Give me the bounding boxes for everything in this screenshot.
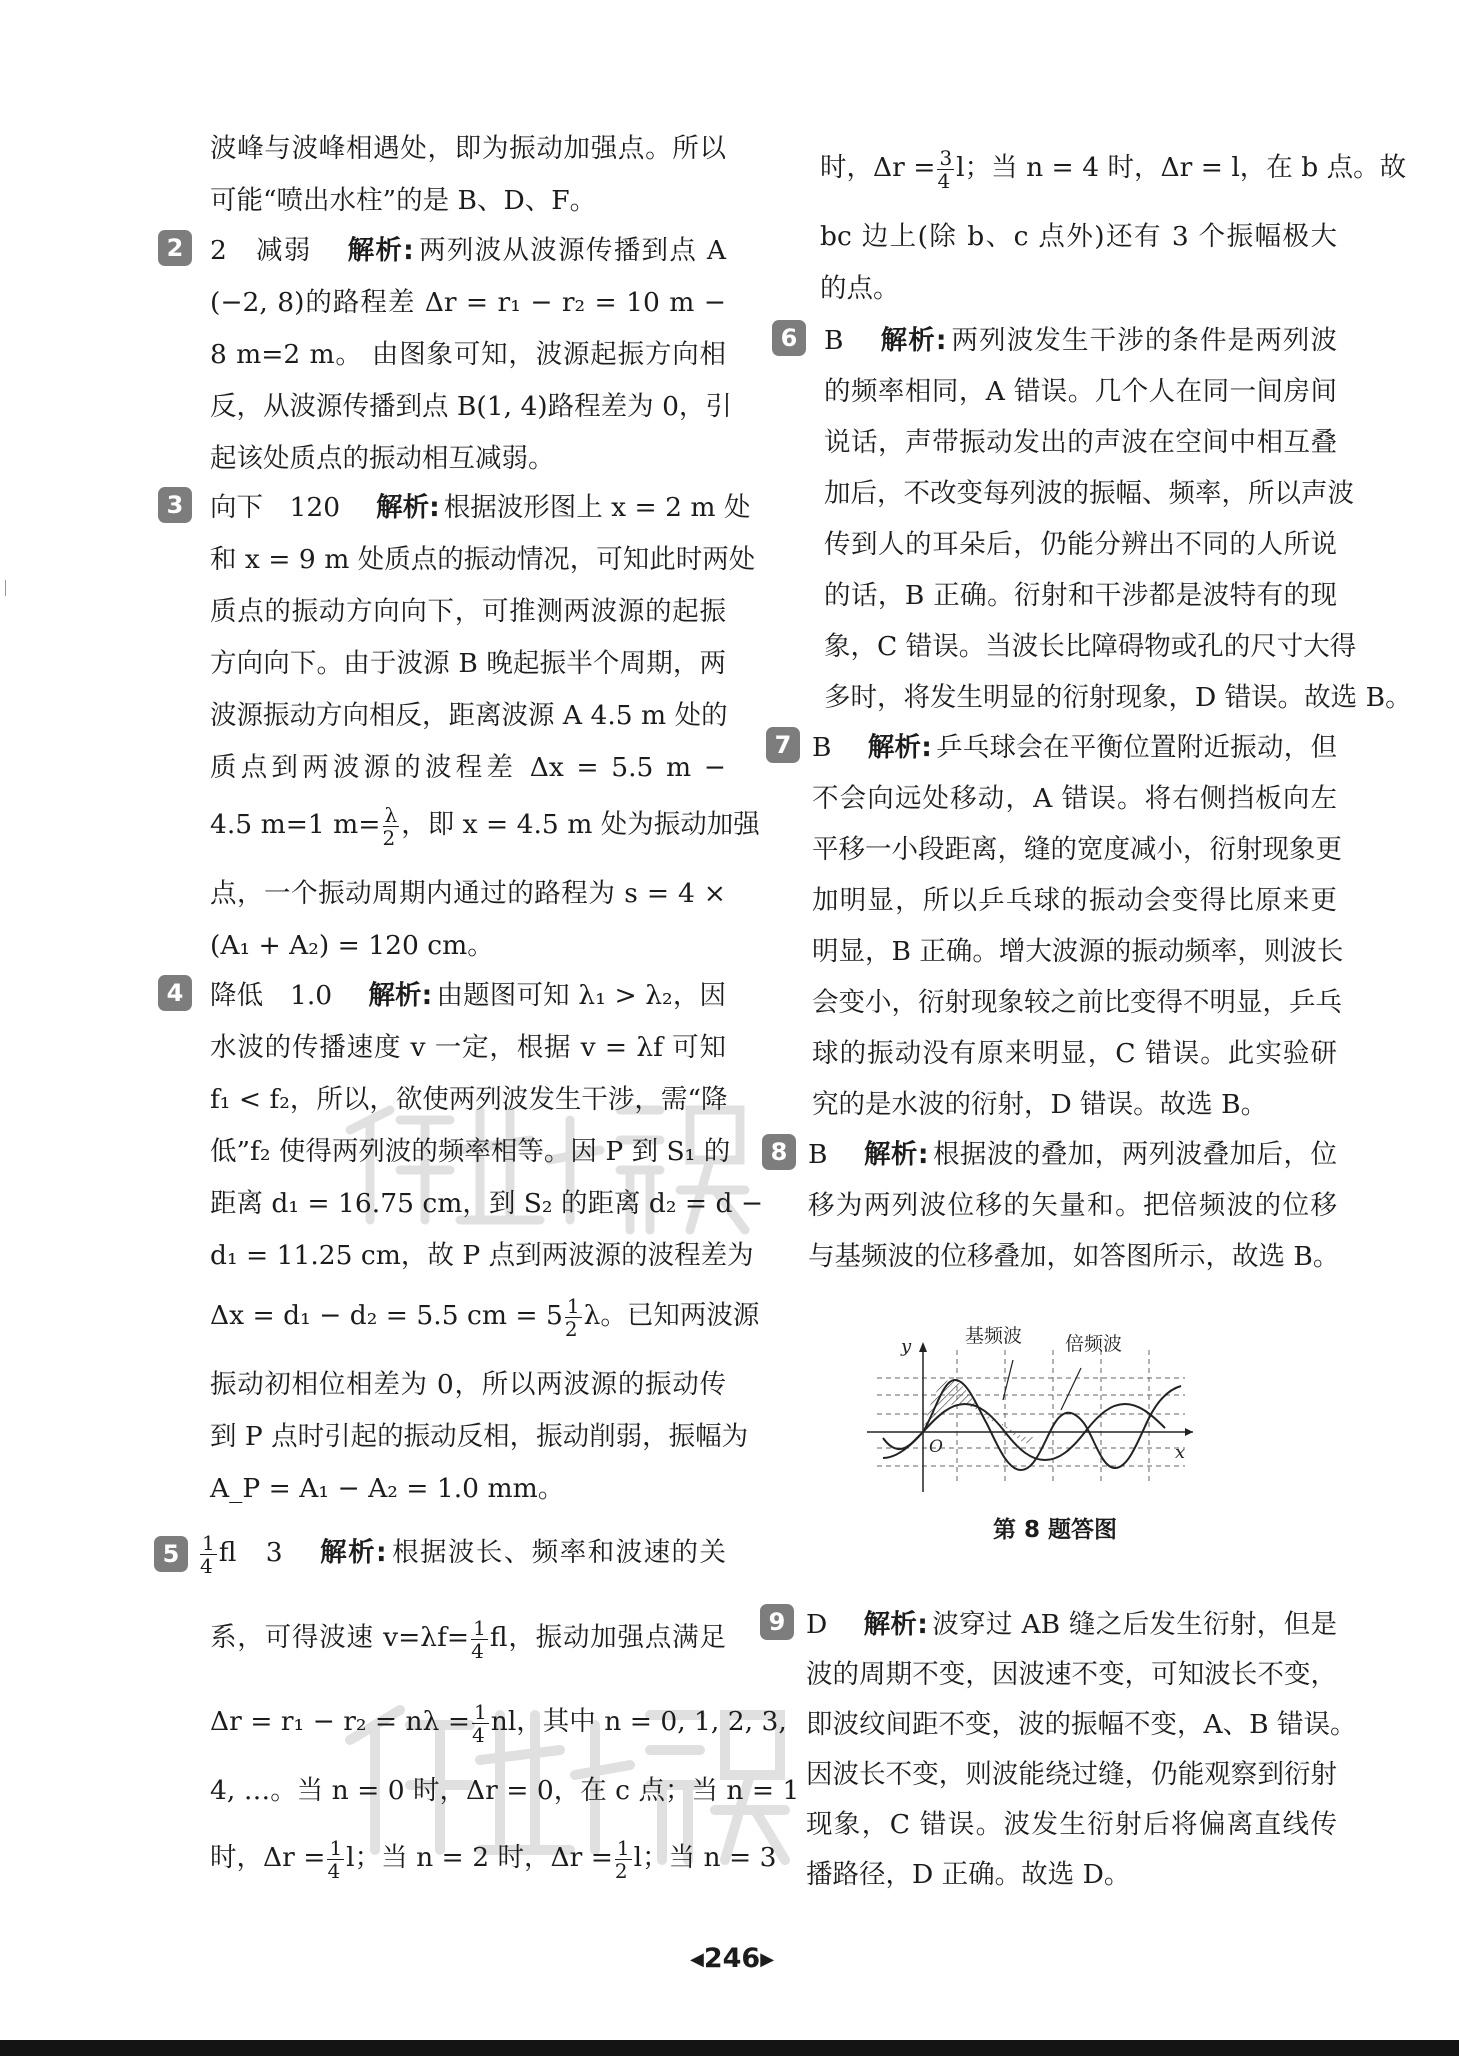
q4-text-7a: Δx = d₁ − d₂ = 5.5 cm = 5 (210, 1300, 563, 1331)
label-pointer-double (1061, 1368, 1081, 1410)
intro-line-2: 可能“喷出水柱”的是 B、D、F。 (210, 185, 597, 216)
q2-line-1 (210, 226, 726, 276)
question-number-5: 5 (154, 1536, 188, 1572)
q5-analysis-label: 解析: (318, 1537, 387, 1568)
q5-fraction-5b-den: 2 (614, 1858, 628, 1883)
q3-line-7 (210, 790, 760, 860)
q7-line-1 (812, 723, 1337, 773)
q5-fraction-3-num: 1 (474, 1699, 487, 1724)
q4-line-7 (210, 1281, 760, 1351)
x-axis-arrow (1185, 1428, 1193, 1436)
q7-line-2: 不会向远处移动，A 错误。将右侧挡板向左 (812, 783, 1337, 814)
q5-cont-fraction-den: 4 (937, 168, 951, 193)
q2-line-2: (−2, 8)的路程差 Δr = r₁ − r₂ = 10 m − (210, 287, 726, 318)
q4-line-1 (210, 971, 726, 1021)
q2-answer: 2 减弱 (210, 235, 312, 266)
q4-line-4: 低”f₂ 使得两列波的频率相等。因 P 到 S₁ 的 (210, 1136, 731, 1167)
q5-fraction-2-den: 4 (471, 1638, 484, 1663)
figure-caption: 第 8 题答图 (992, 1517, 1118, 1543)
q3-line-1 (210, 483, 751, 533)
q9-line-5: 现象，C 错误。波发生衍射后将偏离直线传 (806, 1809, 1337, 1840)
q5-line-3 (210, 1687, 787, 1757)
q3-fraction-num: λ (384, 802, 398, 827)
q5-fraction-5a-den: 4 (327, 1858, 341, 1883)
q5-line-4: 4, …。当 n = 0 时，Δr = 0，在 c 点；当 n = 1 (210, 1775, 800, 1806)
q5-answer-fraction (200, 1532, 217, 1577)
q5-fraction-5b (615, 1837, 632, 1882)
q6-line-3: 说话，声带振动发出的声波在空间中相互叠 (824, 427, 1337, 458)
q2-line-5: 起该处质点的振动相互减弱。 (210, 443, 555, 474)
q4-line-3: f₁ < f₂，所以，欲使两列波发生干涉，需“降 (210, 1084, 728, 1115)
q5-line-2 (210, 1603, 726, 1673)
q4-line-8: 振动初相位相差为 0，所以两波源的振动传 (210, 1369, 726, 1400)
double-wave-label: 倍频波 (1065, 1333, 1123, 1355)
q5-cont-line-3: 的点。 (820, 273, 900, 304)
q6-line-6: 的话，B 正确。衍射和干涉都是波特有的现 (824, 580, 1337, 611)
q5-answer: fl 3 (218, 1537, 283, 1568)
q4-line-10: A_P = A₁ − A₂ = 1.0 mm。 (210, 1473, 565, 1504)
q4-line-2: 水波的传播速度 v 一定，根据 v = λf 可知 (210, 1032, 726, 1063)
q5-text-5c: l；当 n = 3 (633, 1842, 777, 1873)
q3-line-2: 和 x = 9 m 处质点的振动情况，可知此时两处 (210, 544, 756, 575)
q9-line-4: 因波长不变，则波能绕过缝，仍能观察到衍射 (806, 1759, 1337, 1790)
q8-line-3: 与基频波的位移叠加，如答图所示，故选 B。 (808, 1241, 1340, 1272)
q7-answer: B (812, 732, 832, 763)
q5-answer-fraction-den: 4 (200, 1553, 213, 1578)
question-number-8: 8 (762, 1134, 796, 1170)
q7-line-6: 会变小，衍射现象较之前比变得不明显，乒乓 (812, 987, 1342, 1018)
q3-fraction (383, 804, 400, 849)
q5-fraction-5a (327, 1837, 344, 1882)
q3-line-9: (A₁ + A₂) = 120 cm。 (210, 930, 494, 961)
q9-line-6: 播路径，D 正确。故选 D。 (806, 1859, 1131, 1890)
q9-line-1 (806, 1600, 1337, 1650)
q9-line-2: 波的周期不变，因波速不变，可知波长不变， (806, 1659, 1337, 1690)
q7-line-4: 加明显，所以乒乓球的振动会变得比原来更 (812, 885, 1337, 916)
question-number-7: 7 (766, 727, 800, 763)
q5-cont-text-1b: l；当 n = 4 时，Δr = l，在 b 点。故 (956, 152, 1407, 183)
q6-line-1 (824, 316, 1337, 366)
q7-line-8: 究的是水波的衍射，D 错误。故选 B。 (812, 1089, 1268, 1120)
y-axis-arrow (919, 1342, 927, 1352)
q5-fraction-2-num: 1 (473, 1615, 486, 1640)
q9-line-3: 即波纹间距不变，波的振幅不变，A、B 错误。 (806, 1709, 1357, 1740)
q5-cont-line-2: bc 边上(除 b、c 点外)还有 3 个振幅极大 (820, 221, 1337, 252)
q4-fraction (565, 1295, 582, 1340)
q5-text-5b: l；当 n = 2 时，Δr = (346, 1842, 613, 1873)
origin-label: O (929, 1437, 943, 1457)
q8-answer: B (808, 1139, 828, 1170)
q3-line-4: 方向向下。由于波源 B 晚起振半个周期，两 (210, 648, 726, 679)
q5-fraction-3 (472, 1701, 489, 1746)
q5-fraction-3-den: 4 (472, 1722, 485, 1747)
q4-text-7b: λ。已知两波源 (583, 1300, 760, 1331)
q4-text-1: 由题图可知 λ₁ > λ₂，因 (436, 980, 726, 1011)
q6-line-5: 传到人的耳朵后，仍能分辨出不同的人所说 (824, 529, 1337, 560)
q9-text-1: 波穿过 AB 缝之后发生衍射，但是 (931, 1609, 1337, 1640)
q5-fraction-2 (471, 1617, 488, 1662)
q9-answer: D (806, 1609, 828, 1640)
question-number-2: 2 (158, 230, 192, 266)
q8-line-2: 移为两列波位移的矢量和。把倍频波的位移 (808, 1190, 1337, 1221)
q5-cont-line-1 (820, 133, 1407, 203)
q3-line-5: 波源振动方向相反，距离波源 A 4.5 m 处的 (210, 700, 728, 731)
q5-fraction-5a-num: 1 (329, 1835, 343, 1860)
q4-fraction-num: 1 (566, 1293, 580, 1318)
q5-answer-fraction-num: 1 (202, 1530, 215, 1555)
x-axis-label: x (1175, 1442, 1186, 1463)
q3-text-7a: 4.5 m=1 m= (210, 809, 381, 840)
q5-text-2a: 系，可得波速 v=λf= (210, 1622, 470, 1653)
q8-line-1 (808, 1130, 1337, 1180)
q5-cont-fraction-num: 3 (939, 145, 953, 170)
right-triangle-icon: ▶ (760, 1949, 775, 1970)
q5-cont-text-1a: 时，Δr = (820, 152, 936, 183)
q6-line-4: 加后，不改变每列波的振幅、频率，所以声波 (824, 478, 1354, 509)
intro-line-1: 波峰与波峰相遇处，即为振动加强点。所以 (210, 133, 726, 164)
q6-line-7: 象，C 错误。当波长比障碍物或孔的尺寸大得 (824, 631, 1357, 662)
question-number-4: 4 (158, 975, 192, 1011)
question-number-3: 3 (158, 487, 192, 523)
q5-text-2b: fl，振动加强点满足 (489, 1622, 726, 1653)
q6-line-2: 的频率相同，A 错误。几个人在同一间房间 (824, 376, 1337, 407)
q5-fraction-5b-num: 1 (616, 1835, 630, 1860)
q8-wave-figure (855, 1310, 1195, 1500)
q5-text-1: 根据波长、频率和波速的关 (390, 1537, 726, 1568)
q2-line-3: 8 m=2 m。 由图象可知，波源起振方向相 (210, 339, 726, 370)
q7-text-1: 乒乓球会在平衡位置附近振动，但 (935, 732, 1337, 763)
q3-text-1: 根据波形图上 x = 2 m 处 (443, 492, 751, 523)
q7-line-7: 球的振动没有原来明显，C 错误。此实验研 (812, 1038, 1337, 1069)
q2-text-1: 两列波从波源传播到点 A (417, 235, 726, 266)
q5-text-3a: Δr = r₁ − r₂ = nλ = (210, 1706, 471, 1737)
q7-line-3: 平移一小段距离，缝的宽度减小，衍射现象更 (812, 834, 1342, 865)
page-number-text: 246 (703, 1943, 761, 1974)
q9-analysis-label: 解析: (863, 1609, 928, 1640)
q5-text-3b: nl，其中 n = 0, 1, 2, 3, (490, 1706, 787, 1737)
q5-text-5a: 时，Δr = (210, 1842, 326, 1873)
q6-answer: B (824, 325, 844, 356)
q2-analysis-label: 解析: (347, 235, 414, 266)
scan-edge-mark (5, 580, 6, 596)
q5-cont-fraction (937, 147, 954, 192)
hatched-area-1 (923, 1380, 997, 1432)
q3-line-3: 质点的振动方向向下，可推测两波源的起振 (210, 596, 726, 627)
question-number-6: 6 (772, 320, 806, 356)
q2-line-4: 反，从波源传播到点 B(1, 4)路程差为 0，引 (210, 391, 732, 422)
question-number-9: 9 (760, 1604, 794, 1640)
page-number (690, 1943, 775, 1974)
q4-line-9: 到 P 点时引起的振动反相，振动削弱，振幅为 (210, 1421, 749, 1452)
q7-line-5: 明显，B 正确。增大波源的振动频率，则波长 (812, 936, 1344, 967)
q3-answer: 向下 120 (210, 492, 341, 523)
q4-fraction-den: 2 (564, 1316, 578, 1341)
left-triangle-icon: ◀ (690, 1949, 704, 1970)
q5-line-5 (210, 1823, 777, 1893)
q3-text-7b: ，即 x = 4.5 m 处为振动加强 (401, 809, 760, 840)
q5-line-1 (198, 1518, 726, 1588)
q7-analysis-label: 解析: (867, 732, 932, 763)
bottom-border (0, 2040, 1459, 2056)
q6-text-1: 两列波发生干涉的条件是两列波 (950, 325, 1337, 356)
q4-line-5: 距离 d₁ = 16.75 cm，到 S₂ 的距离 d₂ = d − (210, 1188, 764, 1219)
q4-analysis-label: 解析: (368, 980, 433, 1011)
q4-answer: 降低 1.0 (210, 980, 333, 1011)
q4-line-6: d₁ = 11.25 cm，故 P 点到两波源的波程差为 (210, 1240, 754, 1271)
q3-fraction-den: 2 (382, 825, 396, 850)
q3-analysis-label: 解析: (376, 492, 440, 523)
q6-line-8: 多时，将发生明显的衍射现象，D 错误。故选 B。 (824, 682, 1412, 713)
q8-text-1: 根据波的叠加，两列波叠加后，位 (932, 1139, 1337, 1170)
q8-analysis-label: 解析: (863, 1139, 929, 1170)
q3-line-6: 质点到两波源的波程差 Δx = 5.5 m − (210, 752, 726, 783)
base-wave-label: 基频波 (965, 1325, 1023, 1347)
y-axis-label: y (901, 1336, 912, 1357)
q6-analysis-label: 解析: (879, 325, 947, 356)
q3-line-8: 点，一个振动周期内通过的路程为 s = 4 × (210, 878, 726, 909)
